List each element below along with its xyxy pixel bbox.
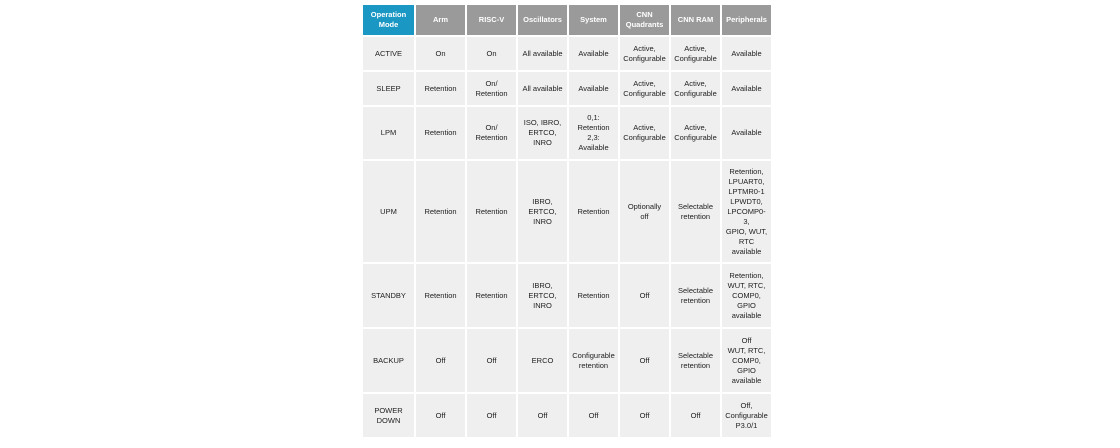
cell-text-line: Retention [424, 83, 457, 93]
cell-text-line: Active, [684, 43, 707, 53]
cell-mode [363, 329, 414, 392]
cell-arm [416, 264, 465, 327]
cell-text-line: available [731, 310, 762, 320]
power-modes-table-container [361, 3, 767, 439]
cell-text-line: Configurable [674, 53, 717, 63]
cell-risc-v [467, 329, 516, 392]
cell-text-line: On/ [485, 78, 498, 88]
cell-text-line: 3, [743, 216, 750, 226]
cell-peripherals [722, 394, 771, 437]
cell-peripherals [722, 72, 771, 105]
cell-cnn-quadrants [620, 161, 669, 262]
cell-peripherals [722, 264, 771, 327]
cell-text-line: Active, [633, 123, 656, 132]
cell-arm [416, 37, 465, 70]
cell-system [569, 264, 618, 327]
cell-text-line: Configurable [674, 88, 717, 98]
cell-cnn-ram [671, 161, 720, 262]
table-header-row [363, 5, 771, 35]
cell-peripherals [722, 37, 771, 70]
cell-text-line: Retention [475, 133, 508, 142]
cell-text-line: Arm [432, 15, 448, 24]
cell-text-line: retention [680, 211, 711, 221]
cell-text-line: LPWDT0, [730, 196, 763, 206]
cell-oscillators [518, 264, 567, 327]
cell-text-line: LPCOMP0- [727, 206, 766, 216]
cell-text-line: ISO, IBRO, [523, 118, 562, 127]
cell-cnn-ram [671, 107, 720, 159]
cell-text-line: DOWN [376, 415, 401, 425]
cell-text-line: Available [578, 48, 609, 58]
cell-mode [363, 72, 414, 105]
cell-text-line: Off [639, 355, 650, 365]
table-row [363, 264, 771, 327]
cell-peripherals [722, 329, 771, 392]
cell-risc-v [467, 264, 516, 327]
cell-text-line: All available [522, 83, 563, 93]
cell-text-line: CNN [636, 10, 653, 19]
cell-text-line: Configurable [572, 350, 615, 360]
cell-text-line: Oscillators [523, 15, 562, 24]
cell-text-line: Configurable [623, 88, 666, 98]
cell-text-line: Off, [740, 400, 753, 410]
cell-text-line: Configurable [725, 410, 768, 420]
cell-system [569, 37, 618, 70]
cell-text-line: RTC [738, 236, 755, 246]
table-row [363, 37, 771, 70]
cell-oscillators [518, 394, 567, 437]
cell-text-line: Retention [577, 206, 610, 216]
cell-text-line: Active, [633, 78, 656, 88]
cell-text-line: Active, [633, 43, 656, 53]
cell-text-line: RISC-V [478, 15, 505, 24]
cell-system [569, 161, 618, 262]
cell-text-line: Retention, [729, 166, 764, 176]
cell-text-line: CNN RAM [677, 15, 714, 24]
table-row [363, 394, 771, 437]
cell-text-line: Off [486, 410, 497, 420]
cell-system [569, 107, 618, 159]
header-system [569, 5, 618, 35]
cell-text-line: COMP0, [732, 355, 761, 365]
cell-text-line: Off [486, 355, 497, 365]
cell-text-line: Available [731, 128, 762, 137]
cell-cnn-quadrants [620, 37, 669, 70]
cell-text-line: Optionally [627, 201, 662, 211]
cell-text-line: POWER [374, 405, 403, 415]
cell-text-line: Configurable [623, 133, 666, 142]
cell-text-line: ERTCO, [528, 206, 557, 216]
cell-text-line: Off [639, 410, 650, 420]
cell-text-line: retention [578, 360, 609, 370]
cell-mode [363, 107, 414, 159]
cell-mode [363, 394, 414, 437]
cell-text-line: ERCO [531, 355, 554, 365]
cell-cnn-ram [671, 37, 720, 70]
cell-arm [416, 107, 465, 159]
cell-oscillators [518, 161, 567, 262]
cell-text-line: On [435, 48, 446, 58]
cell-oscillators [518, 107, 567, 159]
cell-text-line: Available [578, 83, 609, 93]
cell-text-line: ERTCO, [528, 290, 557, 300]
header-cnn-ram [671, 5, 720, 35]
cell-text-line: Retention [424, 290, 457, 300]
cell-text-line: Available [731, 83, 762, 93]
cell-text-line: Active, [684, 123, 707, 132]
cell-text-line: WUT, RTC, [727, 280, 766, 290]
cell-cnn-quadrants [620, 264, 669, 327]
cell-arm [416, 72, 465, 105]
cell-text-line: LPUART0, [728, 176, 765, 186]
cell-text-line: Off [537, 410, 548, 420]
cell-arm [416, 329, 465, 392]
cell-text-line: INRO [533, 300, 552, 310]
table-body [363, 37, 771, 437]
cell-text-line: LPM [380, 128, 397, 137]
cell-cnn-quadrants [620, 394, 669, 437]
cell-text-line: retention [680, 360, 711, 370]
cell-text-line: retention [680, 295, 711, 305]
cell-text-line: Peripherals [726, 15, 767, 24]
cell-oscillators [518, 37, 567, 70]
cell-text-line: Retention [424, 206, 457, 216]
cell-text-line: ERTCO, [528, 128, 557, 137]
cell-cnn-ram [671, 394, 720, 437]
cell-text-line: Selectable [677, 285, 714, 295]
cell-text-line: off [640, 211, 649, 221]
cell-text-line: Retention [475, 206, 508, 216]
cell-system [569, 72, 618, 105]
cell-text-line: GPIO [737, 300, 756, 310]
cell-oscillators [518, 72, 567, 105]
header-peripherals [722, 5, 771, 35]
cell-peripherals [722, 107, 771, 159]
cell-text-line: LPTMR0-1 [728, 186, 765, 196]
cell-text-line: GPIO [737, 365, 756, 375]
cell-text-line: Configurable [623, 53, 666, 63]
cell-system [569, 394, 618, 437]
cell-cnn-quadrants [620, 329, 669, 392]
cell-mode [363, 161, 414, 262]
cell-text-line: On [486, 48, 497, 58]
cell-text-line: Available [578, 143, 609, 152]
cell-text-line: Configurable [674, 133, 717, 142]
cell-text-line: System [580, 15, 607, 24]
header-risc-v [467, 5, 516, 35]
cell-text-line: All available [522, 48, 563, 58]
cell-text-line: available [731, 246, 762, 256]
cell-text-line: Retention, [729, 270, 764, 280]
power-modes-table [361, 3, 773, 439]
cell-text-line: Retention [475, 88, 508, 98]
cell-text-line: GPIO, WUT, [725, 226, 768, 236]
cell-text-line: Operation [370, 10, 407, 19]
cell-arm [416, 394, 465, 437]
cell-text-line: On/ [485, 123, 498, 132]
cell-text-line: ACTIVE [374, 48, 403, 58]
table-row [363, 329, 771, 392]
cell-text-line: Off [690, 410, 701, 420]
cell-risc-v [467, 107, 516, 159]
header-cnn-quadrants [620, 5, 669, 35]
cell-cnn-ram [671, 329, 720, 392]
cell-text-line: Active, [684, 78, 707, 88]
cell-text-line: Off [435, 355, 446, 365]
cell-text-line: Available [731, 48, 762, 58]
cell-text-line: WUT, RTC, [727, 345, 766, 355]
cell-text-line: IBRO, [532, 196, 553, 206]
cell-text-line: Mode [378, 20, 399, 29]
cell-system [569, 329, 618, 392]
cell-peripherals [722, 161, 771, 262]
cell-text-line: 0,1: [587, 113, 600, 122]
cell-text-line: INRO [533, 138, 552, 147]
cell-text-line: SLEEP [376, 83, 401, 93]
cell-text-line: Off [435, 410, 446, 420]
cell-text-line: available [731, 375, 762, 385]
cell-text-line: Retention [577, 123, 610, 132]
table-row [363, 161, 771, 262]
cell-cnn-quadrants [620, 107, 669, 159]
cell-mode [363, 37, 414, 70]
cell-text-line: Retention [424, 128, 457, 137]
cell-oscillators [518, 329, 567, 392]
table-row [363, 107, 771, 159]
table-row [363, 72, 771, 105]
cell-text-line: P3.0/1 [735, 420, 758, 430]
cell-risc-v [467, 37, 516, 70]
cell-text-line: UPM [380, 206, 397, 216]
cell-mode [363, 264, 414, 327]
cell-arm [416, 161, 465, 262]
cell-risc-v [467, 161, 516, 262]
cell-text-line: INRO [533, 216, 552, 226]
cell-text-line: Retention [577, 290, 610, 300]
cell-text-line: STANDBY [371, 290, 406, 300]
cell-text-line: Quadrants [625, 20, 664, 29]
header-arm [416, 5, 465, 35]
cell-cnn-quadrants [620, 72, 669, 105]
cell-text-line: Selectable [677, 201, 714, 211]
header-operation-mode [363, 5, 414, 35]
cell-text-line: Off [741, 335, 752, 345]
cell-cnn-ram [671, 264, 720, 327]
cell-risc-v [467, 394, 516, 437]
cell-text-line: Selectable [677, 350, 714, 360]
cell-cnn-ram [671, 72, 720, 105]
cell-text-line: Off [639, 290, 650, 300]
cell-text-line: BACKUP [373, 355, 404, 365]
header-oscillators [518, 5, 567, 35]
cell-risc-v [467, 72, 516, 105]
cell-text-line: IBRO, [532, 280, 553, 290]
cell-text-line: Off [588, 410, 599, 420]
cell-text-line: COMP0, [732, 290, 761, 300]
cell-text-line: 2,3: [587, 133, 600, 142]
cell-text-line: Retention [475, 290, 508, 300]
